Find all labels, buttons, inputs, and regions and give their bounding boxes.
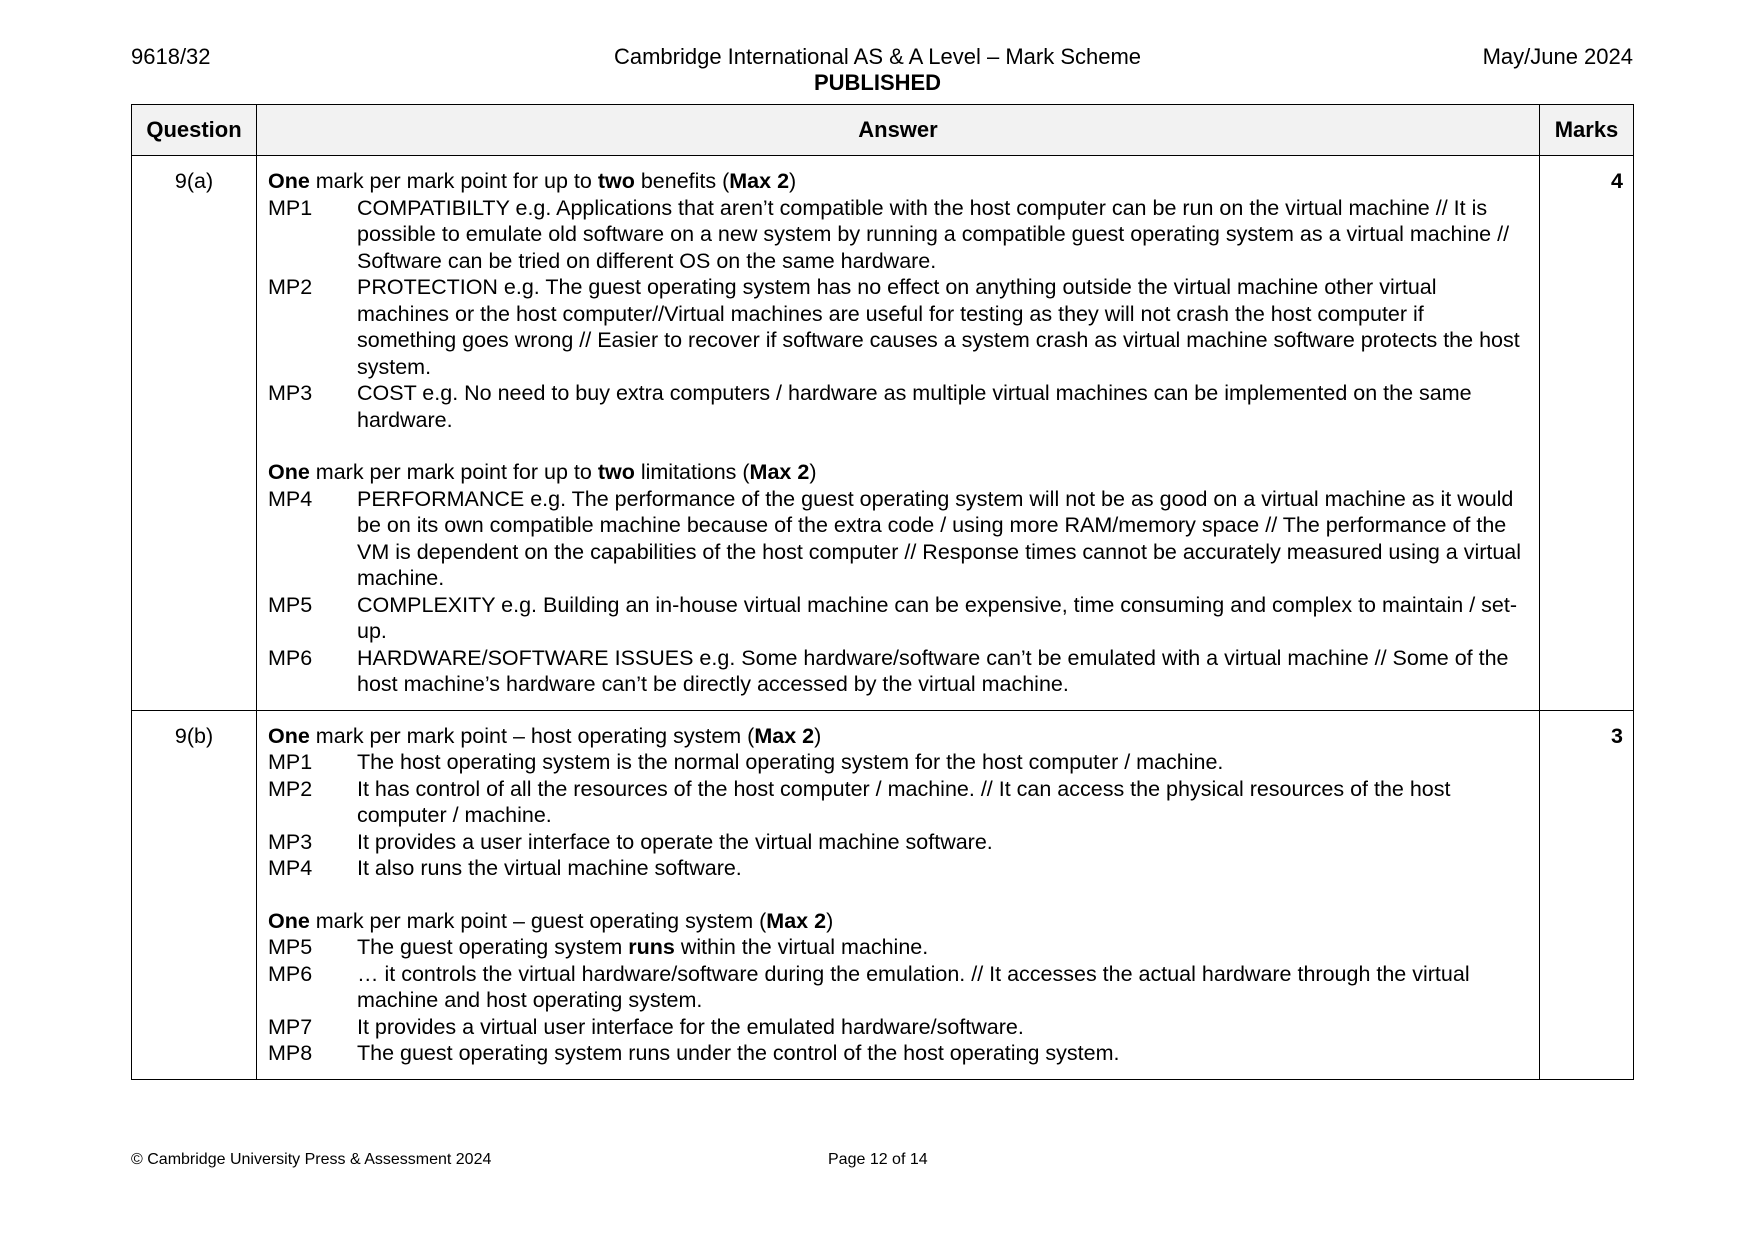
mark-point-code: MP1 — [268, 750, 313, 774]
mark-point-text: It has control of all the resources of the host computer / machine. // It can access the physical resources of the host computer / machine. — [357, 776, 1451, 827]
mark-point — [268, 749, 1523, 776]
mark-point-text: COST e.g. No need to buy extra computers / hardware as multiple virtual machines can be implemented on the same hardware. — [357, 381, 1472, 432]
mark-point-code: MP6 — [268, 961, 313, 986]
mark-point-code: MP7 — [268, 1014, 313, 1039]
group-heading: One mark per mark point – host operating system (Max 2) — [268, 723, 822, 748]
mark-point-text: HARDWARE/SOFTWARE ISSUES e.g. Some hardware/software can’t be emulated with a virtual machine // Some of the host machine’s hardware can’t be directly accessed by the virtual machine. — [357, 645, 1509, 696]
page-number: Page 12 of 14 — [828, 1151, 928, 1168]
mark-point — [268, 274, 1523, 380]
mark-point-group — [268, 168, 1523, 433]
mark-point-text: … it controls the virtual hardware/software during the emulation. // It accesses the actual hardware through the virtual machine and host operating system. — [357, 961, 1470, 1012]
mark-point-code: MP4 — [268, 856, 313, 880]
mark-point — [268, 1014, 1523, 1041]
mark-scheme-table — [131, 104, 1634, 1080]
mark-point — [268, 829, 1523, 856]
mark-point-text: COMPLEXITY e.g. Building an in-house virtual machine can be expensive, time consuming and complex to maintain / set-up. — [357, 592, 1518, 643]
mark-point-code: MP6 — [268, 645, 313, 670]
group-heading: One mark per mark point for up to two limitations (Max 2) — [268, 460, 817, 484]
mark-point-code: MP5 — [268, 592, 313, 617]
mark-point-code: MP1 — [268, 195, 313, 220]
answer-cell — [257, 710, 1540, 1079]
mark-point-code: MP3 — [268, 829, 313, 854]
mark-point-code: MP2 — [268, 776, 313, 801]
exam-session: May/June 2024 — [1482, 44, 1633, 69]
mark-point — [268, 486, 1523, 592]
mark-point-text: It provides a virtual user interface for the emulated hardware/software. — [357, 1014, 1024, 1039]
published-label: PUBLISHED — [813, 70, 942, 95]
mark-point-code: MP4 — [268, 486, 313, 511]
mark-point — [268, 645, 1523, 698]
paper-code: 9618/32 — [131, 44, 211, 69]
table-row — [132, 156, 1634, 711]
mark-point-code: MP8 — [268, 1041, 313, 1065]
mark-point-group — [268, 908, 1523, 1067]
marks-value: 4 — [1540, 156, 1634, 711]
mark-point — [268, 961, 1523, 1014]
mark-point-text: PROTECTION e.g. The guest operating system has no effect on anything outside the virtual machine other virtual machines or the host computer//Virtual machines are useful for testing as they will not crash the host computer if something goes wrong // Easier to recover if software causes a system crash as virtual machine software protects the host system. — [357, 275, 1520, 379]
group-heading: One mark per mark point – guest operating system (Max 2) — [268, 908, 834, 933]
mark-point — [268, 855, 1523, 882]
mark-point-text: It provides a user interface to operate the virtual machine software. — [357, 829, 993, 854]
mark-point-text: The guest operating system runs within the virtual machine. — [357, 935, 929, 959]
answer-column-header: Answer — [257, 105, 1540, 156]
mark-point-text: The guest operating system runs under the control of the host operating system. — [357, 1041, 1120, 1065]
question-number: 9(b) — [132, 710, 257, 1079]
mark-point-code: MP2 — [268, 275, 313, 299]
question-number: 9(a) — [132, 156, 257, 711]
group-heading: One mark per mark point for up to two benefits (Max 2) — [268, 169, 797, 193]
mark-point — [268, 776, 1523, 829]
mark-point-code: MP5 — [268, 935, 313, 959]
mark-point-text: COMPATIBILTY e.g. Applications that aren’t compatible with the host computer can be run on the virtual machine // It is possible to emulate old software on a new system by running a compatible guest operating system as a virtual machine // Software can be tried on different OS on the same hardware. — [357, 195, 1510, 273]
question-column-header: Question — [132, 105, 257, 156]
mark-point-group — [268, 459, 1523, 698]
table-header-row — [132, 105, 1634, 156]
mark-point-text: The host operating system is the normal operating system for the host computer / machine. — [357, 750, 1224, 774]
copyright-notice: © Cambridge University Press & Assessment 2024 — [131, 1151, 492, 1168]
mark-point-text: PERFORMANCE e.g. The performance of the guest operating system will not be as good on a virtual machine as it would be on its own compatible machine because of the extra code / using more RAM/memory space // The performance of the VM is dependent on the capabilities of the host computer // Response times cannot be accurately measured using a virtual machine. — [357, 486, 1522, 590]
mark-point — [268, 195, 1523, 275]
mark-point — [268, 592, 1523, 645]
marks-value: 3 — [1540, 710, 1634, 1079]
mark-point-group — [268, 723, 1523, 882]
document-title: Cambridge International AS & A Level – Mark Scheme — [613, 44, 1142, 69]
mark-point-text: It also runs the virtual machine software. — [357, 856, 742, 880]
answer-cell — [257, 156, 1540, 711]
table-row — [132, 710, 1634, 1079]
mark-point — [268, 380, 1523, 433]
mark-point — [268, 1040, 1523, 1067]
mark-point — [268, 934, 1523, 961]
marks-column-header: Marks — [1540, 105, 1634, 156]
mark-point-code: MP3 — [268, 381, 313, 405]
